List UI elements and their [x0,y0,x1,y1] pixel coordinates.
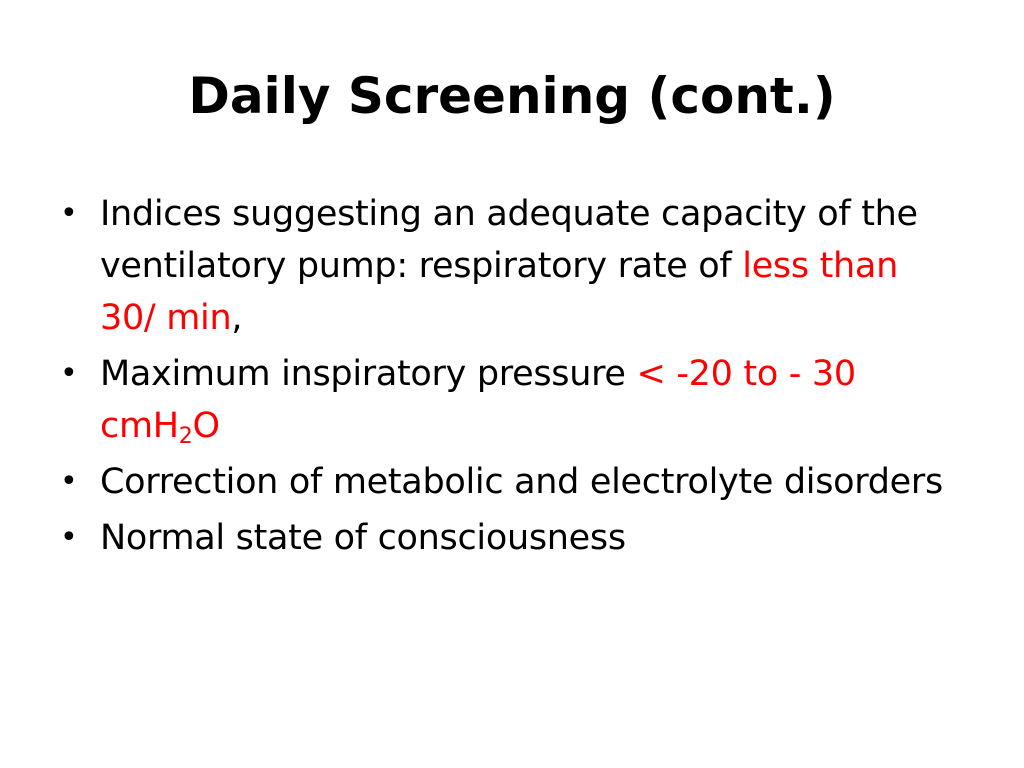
bullet-icon: • [60,196,78,231]
bullet-icon: • [60,356,78,391]
highlight-text: less than 30/ min [100,246,898,338]
bullet-item-inspiratory-pressure [60,348,960,452]
bullet-item-consciousness [60,512,960,564]
bullet-text: Maximum inspiratory pressure [100,354,637,394]
highlight-main: < -20 to - 30 cmH [100,354,856,446]
bullet-item-ventilatory-pump [60,188,960,344]
bullet-text: Correction of metabolic and electrolyte disorders [100,462,943,502]
bullet-icon: • [60,520,78,555]
bullet-text-tail: , [231,298,243,338]
highlight-tail: O [192,406,220,446]
bullet-text: Normal state of consciousness [100,518,626,558]
subscript: 2 [178,424,193,449]
bullet-item-metabolic-correction [60,456,960,508]
slide-title: Daily Screening (cont.) [188,67,836,125]
bullet-text: Indices suggesting an adequate capacity of the ventilatory pump: respiratory rate of [100,194,918,286]
bullet-icon: • [60,464,78,499]
bullet-list [60,188,960,568]
